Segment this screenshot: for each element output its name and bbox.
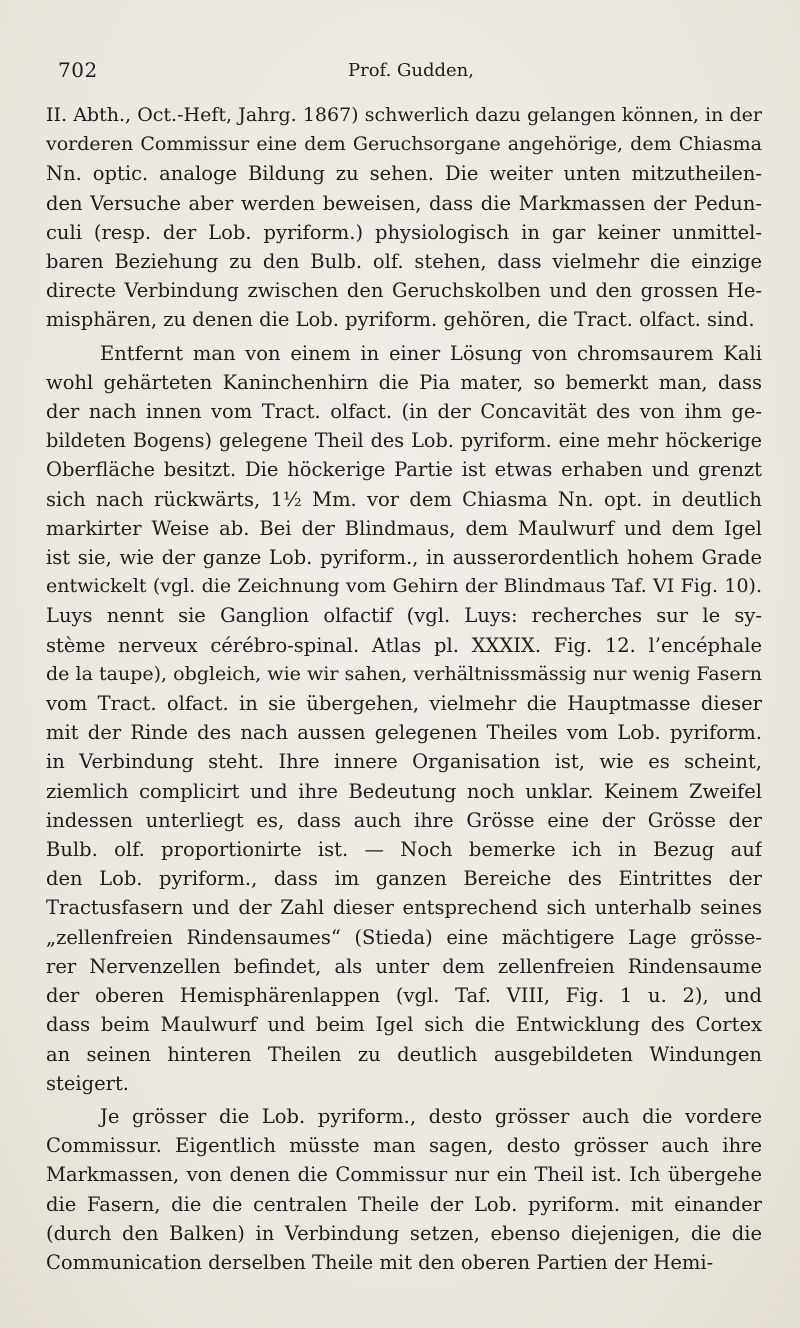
text-line: Entfernt man von einem in einer Lösung von chromsaurem Kali — [100, 341, 762, 365]
text-line: directe Verbindung zwischen den Geruchskolben und den grossen He- — [46, 279, 762, 303]
text-line: culi (resp. der Lob. pyriform.) physiologisch in gar keiner unmittel- — [46, 220, 762, 244]
text-line: stème nerveux cérébro-spinal. Atlas pl. XXXIX. Fig. 12. l’encéphale — [46, 633, 762, 657]
text-line: Tractusfasern und der Zahl dieser entsprechend sich unterhalb seines — [46, 896, 762, 920]
page-number: 702 — [58, 58, 98, 82]
running-head: Prof. Gudden, — [348, 60, 474, 81]
text-line: steigert. — [46, 1071, 129, 1095]
text-line: Commissur. Eigentlich müsste man sagen, desto grösser auch ihre — [46, 1134, 762, 1158]
text-line: Luys nennt sie Ganglion olfactif (vgl. Luys: recherches sur le sy- — [46, 604, 762, 628]
text-line: indessen unterliegt es, dass auch ihre Grösse eine der Grösse der — [46, 808, 762, 832]
text-line: der oberen Hemisphärenlappen (vgl. Taf. VIII, Fig. 1 u. 2), und — [46, 984, 762, 1008]
paragraph-1 — [46, 101, 762, 335]
text-line: II. Abth., Oct.-Heft, Jahrg. 1867) schwerlich dazu gelangen können, in der — [46, 104, 762, 126]
text-line: baren Beziehung zu den Bulb. olf. stehen, dass vielmehr die einzige — [46, 250, 762, 274]
text-line: „zellenfreien Rindensaumes“ (Stieda) eine mächtigere Lage grösse- — [46, 925, 762, 949]
text-line: der nach innen vom Tract. olfact. (in der Concavität des von ihm ge- — [46, 400, 762, 424]
text-line: Bulb. olf. proportionirte ist. — Noch bemerke ich in Bezug auf — [46, 838, 762, 862]
text-line: die Fasern, die die centralen Theile der Lob. pyriform. mit einander — [46, 1192, 762, 1216]
text-line: den Lob. pyriform., dass im ganzen Bereiche des Eintrittes der — [46, 867, 762, 891]
text-line: de la taupe), obgleich, wie wir sahen, verhältnissmässig nur wenig Fasern — [46, 662, 762, 685]
text-line: bildeten Bogens) gelegene Theil des Lob. pyriform. eine mehr höckerige — [46, 429, 762, 453]
text-line: in Verbindung steht. Ihre innere Organisation ist, wie es scheint, — [46, 750, 762, 774]
text-line: Je grösser die Lob. pyriform., desto grösser auch die vordere — [100, 1104, 762, 1128]
text-line: Markmassen, von denen die Commissur nur ein Theil ist. Ich übergehe — [46, 1163, 762, 1187]
text-line: den Versuche aber werden beweisen, dass die Markmassen der Pedun- — [46, 191, 762, 215]
text-line: rer Nervenzellen befindet, als unter dem zellenfreien Rindensaume — [46, 954, 762, 978]
text-line: markirter Weise ab. Bei der Blindmaus, dem Maulwurf und dem Igel — [46, 516, 762, 540]
text-line: mit der Rinde des nach aussen gelegenen Theiles vom Lob. pyriform. — [46, 721, 762, 745]
text-line: dass beim Maulwurf und beim Igel sich die Entwicklung des Cortex — [46, 1013, 762, 1037]
text-line: an seinen hinteren Theilen zu deutlich ausgebildeten Windungen — [46, 1042, 762, 1066]
body-text — [46, 101, 762, 1277]
text-line: vorderen Commissur eine dem Geruchsorgane angehörige, dem Chiasma — [46, 133, 762, 156]
text-line: Nn. optic. analoge Bildung zu sehen. Die weiter unten mitzutheilen- — [46, 162, 762, 186]
text-line: wohl gehärteten Kaninchenhirn die Pia mater, so bemerkt man, dass — [46, 370, 762, 394]
text-line: Oberfläche besitzt. Die höckerige Partie ist etwas erhaben und grenzt — [46, 458, 762, 482]
paragraph-2 — [46, 339, 762, 1098]
page-header — [46, 58, 766, 88]
text-line: misphären, zu denen die Lob. pyriform. gehören, die Tract. olfact. sind. — [46, 308, 755, 332]
paragraph-3 — [46, 1102, 762, 1277]
text-line: (durch den Balken) in Verbindung setzen, ebenso diejenigen, die die — [46, 1221, 762, 1245]
text-line: ziemlich complicirt und ihre Bedeutung noch unklar. Keinem Zweifel — [46, 779, 762, 803]
text-line: Communication derselben Theile mit den oberen Partien der Hemi- — [46, 1250, 714, 1274]
text-line: ist sie, wie der ganze Lob. pyriform., in ausserordentlich hohem Grade — [46, 546, 762, 570]
text-line: sich nach rückwärts, 1½ Mm. vor dem Chiasma Nn. opt. in deutlich — [46, 487, 762, 511]
text-line: vom Tract. olfact. in sie übergehen, vielmehr die Hauptmasse dieser — [46, 692, 762, 716]
text-line: entwickelt (vgl. die Zeichnung vom Gehirn der Blindmaus Taf. VI Fig. 10). — [46, 575, 762, 598]
